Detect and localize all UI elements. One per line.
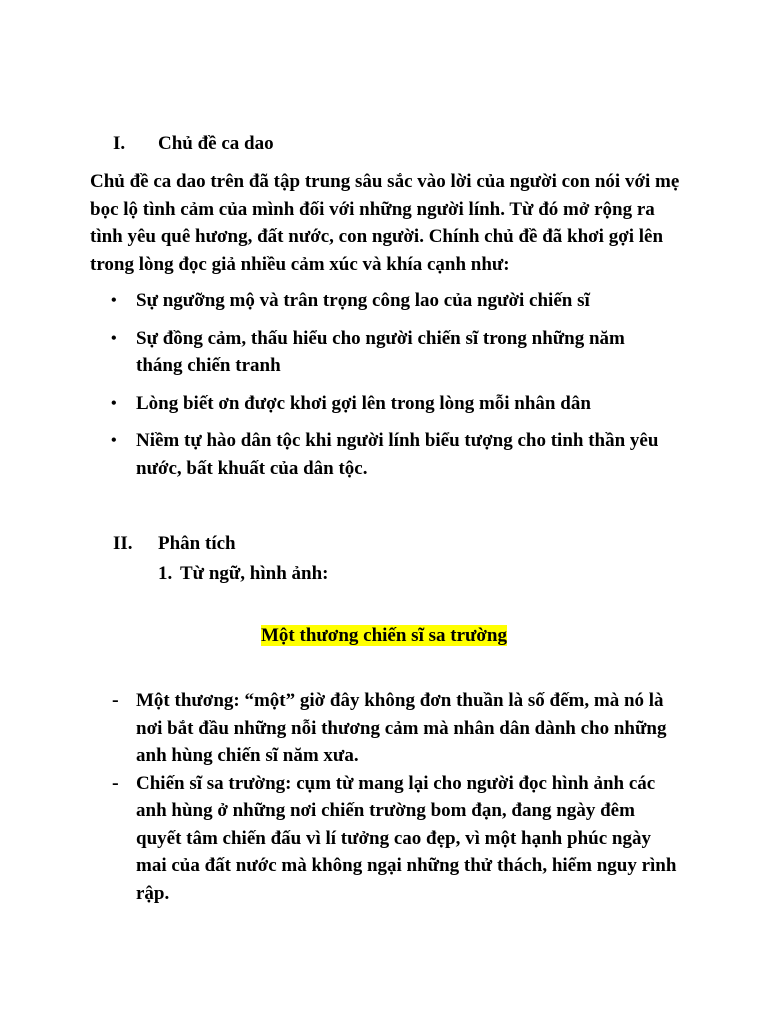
- highlighted-text: Một thương chiến sĩ sa trường: [261, 625, 507, 646]
- highlighted-verse: [0, 622, 768, 650]
- subsection-number: 1.: [158, 563, 173, 584]
- bullet-icon: •: [111, 432, 117, 449]
- bullet-icon: •: [111, 329, 117, 347]
- intro-paragraph: Chủ đề ca dao trên đã tập trung sâu sắc vào lời của người con nói với mẹ bọc lộ tình cảm của mình đối với những người lính. Từ đó mở rộng ra tình yêu quê hương, đất nước, con người. Chính chủ đề đã khơi gợi lên trong lòng đọc giả nhiều cảm xúc và khía cạnh như:: [90, 171, 680, 275]
- section-number-1: I.: [113, 133, 126, 154]
- bullet-icon: •: [111, 292, 117, 309]
- bullet-text: Sự ngưỡng mộ và trân trọng công lao của người chiến sĩ: [136, 290, 590, 311]
- dash-item: [0, 687, 681, 770]
- section-heading-1: [0, 130, 768, 158]
- bullet-text: Niềm tự hào dân tộc khi người lính biểu tượng cho tinh thần yêu nước, bất khuất của dân tộc.: [136, 430, 659, 479]
- bullet-item: [0, 390, 676, 418]
- dash-icon: -: [112, 689, 119, 711]
- dash-list: [0, 687, 768, 907]
- subsection-heading: [158, 560, 328, 588]
- section-number-2: II.: [113, 533, 133, 554]
- bullet-text: Lòng biết ơn được khơi gợi lên trong lòng mỗi nhân dân: [136, 392, 591, 414]
- dash-item: [0, 770, 681, 908]
- bullet-icon: •: [111, 394, 117, 412]
- dash-text: Chiến sĩ sa trường: cụm từ mang lại cho người đọc hình ảnh các anh hùng ở những nơi chiến trường bom đạn, đang ngày đêm quyết tâm chiến đấu vì lí tưởng cao đẹp, vì một hạnh phúc ngày mai của đất nước mà không ngại những thử thách, hiểm nguy rình rập.: [136, 772, 677, 904]
- section-heading-2: [0, 530, 768, 558]
- dash-icon: -: [112, 771, 119, 794]
- bullet-text: Sự đồng cảm, thấu hiểu cho người chiến sĩ trong những năm tháng chiến tranh: [136, 327, 625, 376]
- bullet-item: [0, 427, 676, 482]
- section-title-1: Chủ đề ca dao: [158, 133, 274, 154]
- section-title-2: Phân tích: [158, 533, 236, 554]
- dash-text: Một thương: “một” giờ đây không đơn thuần là số đếm, mà nó là nơi bắt đầu những nỗi thương cảm mà nhân dân dành cho những anh hùng chiến sĩ năm xưa.: [136, 690, 667, 766]
- subsection-label: Từ ngữ, hình ảnh:: [180, 563, 329, 584]
- bullet-list: [0, 287, 768, 492]
- bullet-item: [0, 325, 676, 380]
- bullet-item: [0, 287, 676, 315]
